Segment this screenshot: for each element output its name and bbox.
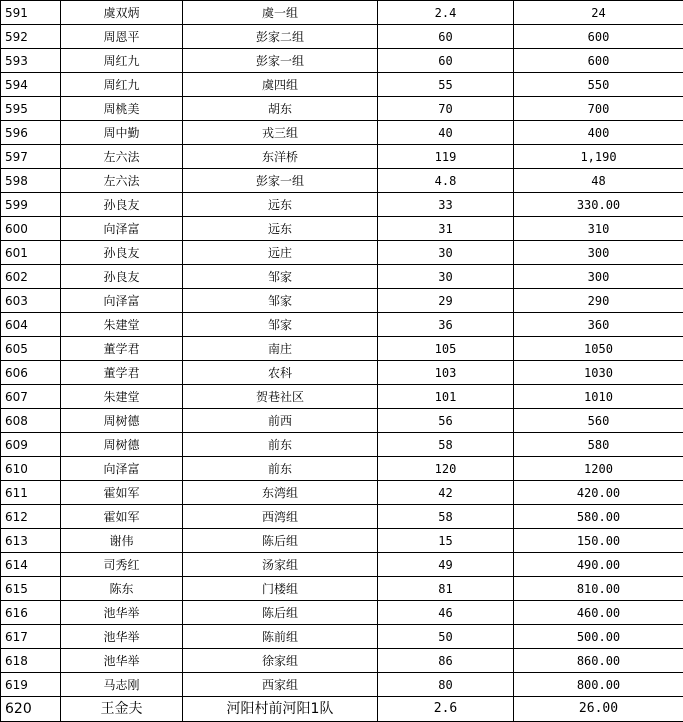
location-cell: 陈后组 [183,601,378,625]
location-cell: 南庄 [183,337,378,361]
name-cell: 孙良友 [61,193,183,217]
name-cell: 陈东 [61,577,183,601]
location-cell: 前西 [183,409,378,433]
quantity-cell: 70 [378,97,514,121]
quantity-cell: 49 [378,553,514,577]
amount-cell: 580.00 [514,505,683,529]
name-cell: 池华举 [61,649,183,673]
row-number-cell: 605 [1,337,61,361]
row-number-cell: 611 [1,481,61,505]
amount-cell: 580 [514,433,683,457]
amount-cell: 300 [514,241,683,265]
table-row [1,1,683,25]
row-number-cell: 615 [1,577,61,601]
amount-cell: 1050 [514,337,683,361]
location-cell: 彭家一组 [183,49,378,73]
quantity-cell: 56 [378,409,514,433]
table-row [1,433,683,457]
location-cell: 前东 [183,457,378,481]
row-number-cell: 613 [1,529,61,553]
amount-cell: 400 [514,121,683,145]
location-cell: 农科 [183,361,378,385]
row-number-cell: 609 [1,433,61,457]
name-cell: 向泽富 [61,457,183,481]
amount-cell: 420.00 [514,481,683,505]
amount-cell: 290 [514,289,683,313]
quantity-cell: 40 [378,121,514,145]
row-number-cell: 610 [1,457,61,481]
quantity-cell: 103 [378,361,514,385]
table-row [1,649,683,673]
quantity-cell: 58 [378,505,514,529]
row-number-cell: 604 [1,313,61,337]
quantity-cell: 105 [378,337,514,361]
amount-cell: 500.00 [514,625,683,649]
location-cell: 邹家 [183,289,378,313]
table-row [1,241,683,265]
amount-cell: 810.00 [514,577,683,601]
location-cell: 远东 [183,193,378,217]
name-cell: 向泽富 [61,289,183,313]
table-row [1,217,683,241]
name-cell: 周中勤 [61,121,183,145]
amount-cell: 48 [514,169,683,193]
row-number-cell: 614 [1,553,61,577]
name-cell: 霍如军 [61,505,183,529]
name-cell: 周树德 [61,409,183,433]
quantity-cell: 2.6 [378,697,514,722]
amount-cell: 860.00 [514,649,683,673]
location-cell: 远庄 [183,241,378,265]
table-row [1,481,683,505]
table-row [1,601,683,625]
quantity-cell: 55 [378,73,514,97]
table-row [1,145,683,169]
table-row [1,673,683,697]
quantity-cell: 15 [378,529,514,553]
location-cell: 东洋桥 [183,145,378,169]
table-row [1,553,683,577]
name-cell: 左六法 [61,145,183,169]
table-row [1,577,683,601]
location-cell: 虞一组 [183,1,378,25]
location-cell: 陈前组 [183,625,378,649]
amount-cell: 1010 [514,385,683,409]
location-cell: 汤家组 [183,553,378,577]
location-cell: 河阳村前河阳1队 [183,697,378,722]
table-row [1,193,683,217]
name-cell: 周桃美 [61,97,183,121]
name-cell: 周红九 [61,49,183,73]
quantity-cell: 119 [378,145,514,169]
table-row [1,457,683,481]
quantity-cell: 33 [378,193,514,217]
amount-cell: 550 [514,73,683,97]
table-row [1,625,683,649]
name-cell: 董学君 [61,361,183,385]
quantity-cell: 58 [378,433,514,457]
quantity-cell: 30 [378,265,514,289]
location-cell: 前东 [183,433,378,457]
table-row [1,49,683,73]
amount-cell: 600 [514,25,683,49]
quantity-cell: 120 [378,457,514,481]
amount-cell: 310 [514,217,683,241]
table-row [1,265,683,289]
name-cell: 周恩平 [61,25,183,49]
row-number-cell: 603 [1,289,61,313]
location-cell: 徐家组 [183,649,378,673]
row-number-cell: 602 [1,265,61,289]
amount-cell: 24 [514,1,683,25]
name-cell: 董学君 [61,337,183,361]
row-number-cell: 598 [1,169,61,193]
location-cell: 门楼组 [183,577,378,601]
table-row [1,169,683,193]
name-cell: 孙良友 [61,265,183,289]
row-number-cell: 606 [1,361,61,385]
quantity-cell: 50 [378,625,514,649]
location-cell: 贺巷社区 [183,385,378,409]
name-cell: 周红九 [61,73,183,97]
quantity-cell: 31 [378,217,514,241]
location-cell: 彭家二组 [183,25,378,49]
row-number-cell: 597 [1,145,61,169]
row-number-cell: 619 [1,673,61,697]
amount-cell: 1,190 [514,145,683,169]
table-row [1,121,683,145]
name-cell: 马志刚 [61,673,183,697]
location-cell: 虞四组 [183,73,378,97]
row-number-cell: 595 [1,97,61,121]
quantity-cell: 2.4 [378,1,514,25]
table-row [1,25,683,49]
amount-cell: 700 [514,97,683,121]
name-cell: 虞双炳 [61,1,183,25]
row-number-cell: 599 [1,193,61,217]
quantity-cell: 81 [378,577,514,601]
row-number-cell: 596 [1,121,61,145]
amount-cell: 460.00 [514,601,683,625]
quantity-cell: 80 [378,673,514,697]
amount-cell: 300 [514,265,683,289]
name-cell: 周树德 [61,433,183,457]
name-cell: 朱建堂 [61,385,183,409]
table-row [1,385,683,409]
amount-cell: 330.00 [514,193,683,217]
location-cell: 西湾组 [183,505,378,529]
name-cell: 谢伟 [61,529,183,553]
table-row [1,97,683,121]
name-cell: 池华举 [61,601,183,625]
row-number-cell: 600 [1,217,61,241]
name-cell: 池华举 [61,625,183,649]
quantity-cell: 101 [378,385,514,409]
amount-cell: 26.00 [514,697,683,722]
row-number-cell: 617 [1,625,61,649]
amount-cell: 490.00 [514,553,683,577]
location-cell: 西家组 [183,673,378,697]
row-number-cell: 591 [1,1,61,25]
amount-cell: 1030 [514,361,683,385]
quantity-cell: 46 [378,601,514,625]
row-number-cell: 608 [1,409,61,433]
row-number-cell: 607 [1,385,61,409]
row-number-cell: 593 [1,49,61,73]
location-cell: 东湾组 [183,481,378,505]
amount-cell: 360 [514,313,683,337]
table-row [1,337,683,361]
location-cell: 邹家 [183,265,378,289]
amount-cell: 150.00 [514,529,683,553]
table-row [1,409,683,433]
row-number-cell: 612 [1,505,61,529]
table-row [1,361,683,385]
row-number-cell: 601 [1,241,61,265]
quantity-cell: 30 [378,241,514,265]
quantity-cell: 42 [378,481,514,505]
table-row [1,697,683,722]
name-cell: 左六法 [61,169,183,193]
name-cell: 司秀红 [61,553,183,577]
quantity-cell: 60 [378,25,514,49]
row-number-cell: 592 [1,25,61,49]
name-cell: 孙良友 [61,241,183,265]
location-cell: 胡东 [183,97,378,121]
location-cell: 邹家 [183,313,378,337]
row-number-cell: 594 [1,73,61,97]
amount-cell: 1200 [514,457,683,481]
quantity-cell: 60 [378,49,514,73]
quantity-cell: 36 [378,313,514,337]
name-cell: 向泽富 [61,217,183,241]
row-number-cell: 618 [1,649,61,673]
location-cell: 彭家一组 [183,169,378,193]
table-row [1,505,683,529]
table-body [1,1,683,722]
location-cell: 陈后组 [183,529,378,553]
amount-cell: 800.00 [514,673,683,697]
table-row [1,73,683,97]
location-cell: 远东 [183,217,378,241]
quantity-cell: 29 [378,289,514,313]
row-number-cell: 616 [1,601,61,625]
name-cell: 王金夫 [61,697,183,722]
quantity-cell: 86 [378,649,514,673]
name-cell: 霍如军 [61,481,183,505]
amount-cell: 560 [514,409,683,433]
amount-cell: 600 [514,49,683,73]
quantity-cell: 4.8 [378,169,514,193]
row-number-cell: 620 [1,697,61,722]
location-cell: 戎三组 [183,121,378,145]
table-row [1,313,683,337]
name-cell: 朱建堂 [61,313,183,337]
table-row [1,289,683,313]
table-row [1,529,683,553]
